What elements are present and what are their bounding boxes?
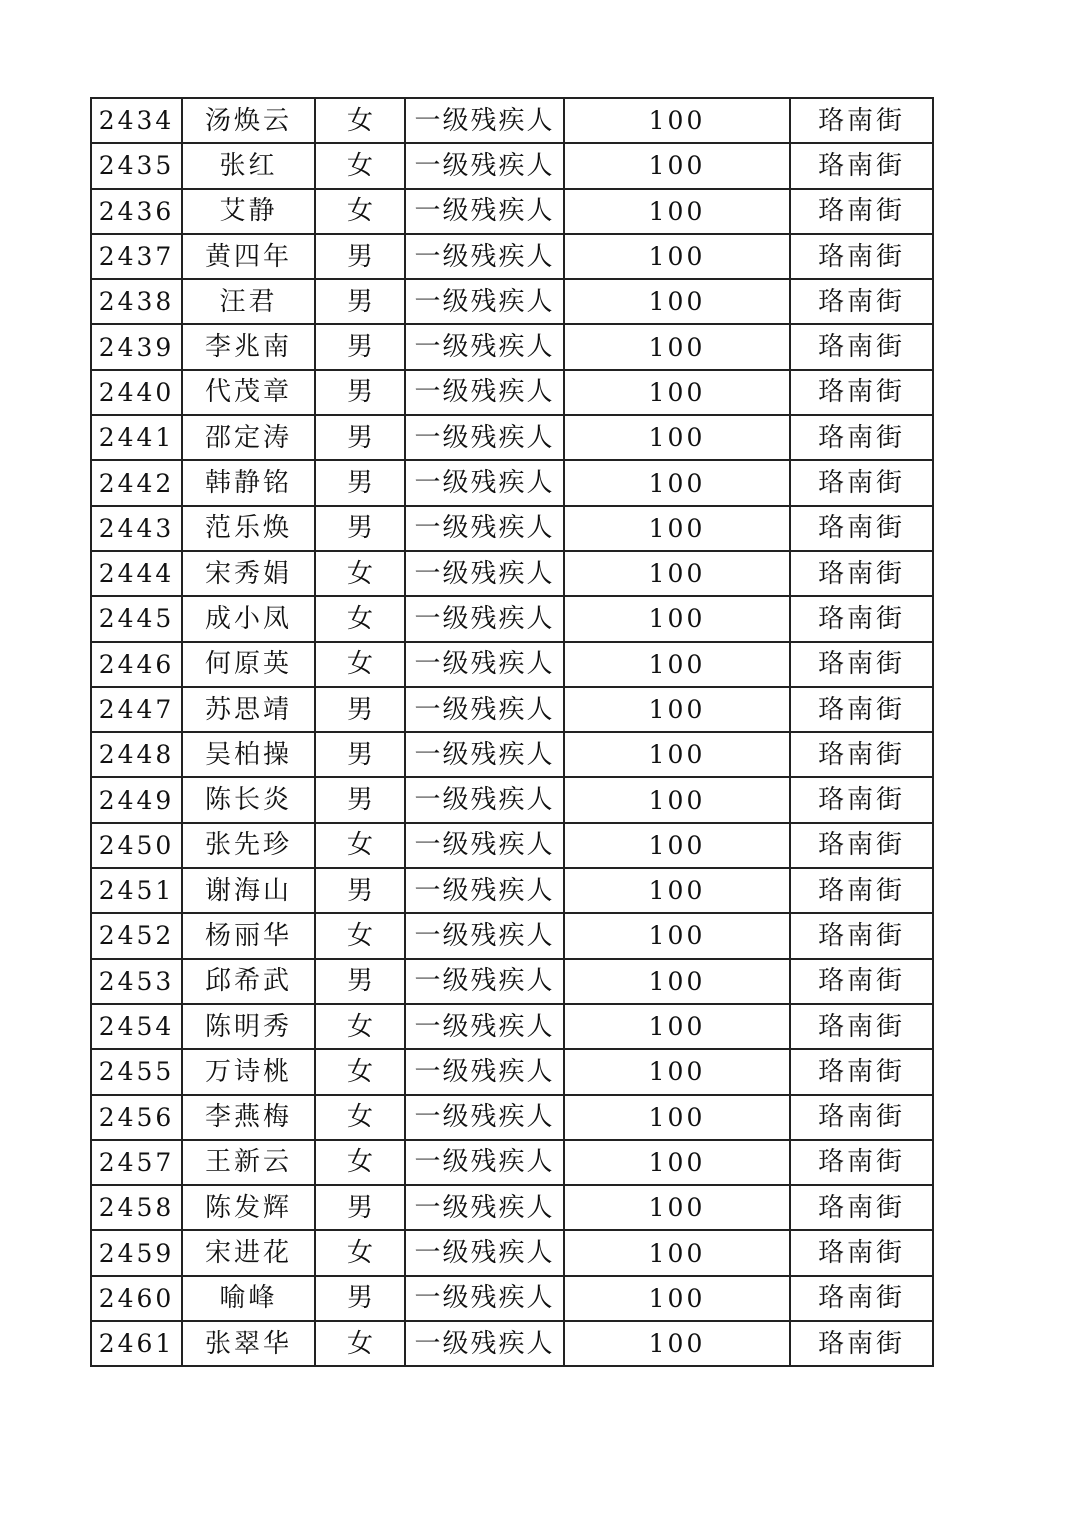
table-row bbox=[91, 506, 933, 551]
disability-level-cell: 一级残疾人 bbox=[405, 415, 564, 460]
street-cell: 珞南街 bbox=[790, 777, 933, 822]
serial-number-cell: 2460 bbox=[91, 1276, 182, 1321]
street-cell: 珞南街 bbox=[790, 1095, 933, 1140]
disability-level-cell: 一级残疾人 bbox=[405, 506, 564, 551]
street-cell: 珞南街 bbox=[790, 143, 933, 188]
serial-number-cell: 2449 bbox=[91, 777, 182, 822]
street-cell: 珞南街 bbox=[790, 1185, 933, 1230]
disability-level-cell: 一级残疾人 bbox=[405, 687, 564, 732]
disability-level-cell: 一级残疾人 bbox=[405, 777, 564, 822]
serial-number-cell: 2447 bbox=[91, 687, 182, 732]
street-cell: 珞南街 bbox=[790, 98, 933, 143]
gender-cell: 男 bbox=[315, 1276, 405, 1321]
gender-cell: 男 bbox=[315, 324, 405, 369]
disability-level-cell: 一级残疾人 bbox=[405, 1140, 564, 1185]
name-cell: 苏思靖 bbox=[182, 687, 315, 732]
amount-cell: 100 bbox=[564, 460, 790, 505]
disability-level-cell: 一级残疾人 bbox=[405, 1321, 564, 1366]
street-cell: 珞南街 bbox=[790, 868, 933, 913]
table-row bbox=[91, 1321, 933, 1366]
amount-cell: 100 bbox=[564, 189, 790, 234]
serial-number-cell: 2451 bbox=[91, 868, 182, 913]
name-cell: 李兆南 bbox=[182, 324, 315, 369]
table-body bbox=[91, 98, 933, 1366]
table-row bbox=[91, 1140, 933, 1185]
disability-level-cell: 一级残疾人 bbox=[405, 551, 564, 596]
serial-number-cell: 2455 bbox=[91, 1049, 182, 1094]
amount-cell: 100 bbox=[564, 370, 790, 415]
street-cell: 珞南街 bbox=[790, 506, 933, 551]
street-cell: 珞南街 bbox=[790, 415, 933, 460]
name-cell: 陈明秀 bbox=[182, 1004, 315, 1049]
name-cell: 宋进花 bbox=[182, 1230, 315, 1275]
table-row bbox=[91, 1230, 933, 1275]
gender-cell: 女 bbox=[315, 1230, 405, 1275]
disability-level-cell: 一级残疾人 bbox=[405, 1185, 564, 1230]
disability-level-cell: 一级残疾人 bbox=[405, 98, 564, 143]
table-row bbox=[91, 959, 933, 1004]
serial-number-cell: 2450 bbox=[91, 823, 182, 868]
gender-cell: 男 bbox=[315, 1185, 405, 1230]
disability-level-cell: 一级残疾人 bbox=[405, 1276, 564, 1321]
amount-cell: 100 bbox=[564, 642, 790, 687]
amount-cell: 100 bbox=[564, 1095, 790, 1140]
table-row bbox=[91, 777, 933, 822]
name-cell: 邵定涛 bbox=[182, 415, 315, 460]
street-cell: 珞南街 bbox=[790, 732, 933, 777]
name-cell: 喻峰 bbox=[182, 1276, 315, 1321]
amount-cell: 100 bbox=[564, 823, 790, 868]
name-cell: 宋秀娟 bbox=[182, 551, 315, 596]
serial-number-cell: 2445 bbox=[91, 596, 182, 641]
table-row bbox=[91, 642, 933, 687]
table-row bbox=[91, 415, 933, 460]
name-cell: 陈长炎 bbox=[182, 777, 315, 822]
amount-cell: 100 bbox=[564, 1321, 790, 1366]
disability-level-cell: 一级残疾人 bbox=[405, 596, 564, 641]
serial-number-cell: 2446 bbox=[91, 642, 182, 687]
disability-level-cell: 一级残疾人 bbox=[405, 324, 564, 369]
table-row bbox=[91, 1276, 933, 1321]
amount-cell: 100 bbox=[564, 1185, 790, 1230]
name-cell: 黄四年 bbox=[182, 234, 315, 279]
name-cell: 李燕梅 bbox=[182, 1095, 315, 1140]
disability-level-cell: 一级残疾人 bbox=[405, 959, 564, 1004]
table-row bbox=[91, 143, 933, 188]
amount-cell: 100 bbox=[564, 913, 790, 958]
table-row bbox=[91, 370, 933, 415]
serial-number-cell: 2440 bbox=[91, 370, 182, 415]
name-cell: 谢海山 bbox=[182, 868, 315, 913]
name-cell: 范乐焕 bbox=[182, 506, 315, 551]
serial-number-cell: 2459 bbox=[91, 1230, 182, 1275]
name-cell: 张红 bbox=[182, 143, 315, 188]
amount-cell: 100 bbox=[564, 279, 790, 324]
gender-cell: 男 bbox=[315, 234, 405, 279]
street-cell: 珞南街 bbox=[790, 1049, 933, 1094]
name-cell: 汪君 bbox=[182, 279, 315, 324]
gender-cell: 男 bbox=[315, 415, 405, 460]
table-row bbox=[91, 1095, 933, 1140]
table-row bbox=[91, 732, 933, 777]
serial-number-cell: 2434 bbox=[91, 98, 182, 143]
disability-level-cell: 一级残疾人 bbox=[405, 642, 564, 687]
table-row bbox=[91, 551, 933, 596]
gender-cell: 女 bbox=[315, 98, 405, 143]
table-row bbox=[91, 460, 933, 505]
name-cell: 何原英 bbox=[182, 642, 315, 687]
amount-cell: 100 bbox=[564, 506, 790, 551]
amount-cell: 100 bbox=[564, 959, 790, 1004]
amount-cell: 100 bbox=[564, 234, 790, 279]
name-cell: 杨丽华 bbox=[182, 913, 315, 958]
serial-number-cell: 2456 bbox=[91, 1095, 182, 1140]
serial-number-cell: 2457 bbox=[91, 1140, 182, 1185]
gender-cell: 女 bbox=[315, 1049, 405, 1094]
disability-level-cell: 一级残疾人 bbox=[405, 1004, 564, 1049]
street-cell: 珞南街 bbox=[790, 642, 933, 687]
serial-number-cell: 2448 bbox=[91, 732, 182, 777]
amount-cell: 100 bbox=[564, 687, 790, 732]
street-cell: 珞南街 bbox=[790, 1140, 933, 1185]
table-row bbox=[91, 324, 933, 369]
gender-cell: 女 bbox=[315, 642, 405, 687]
gender-cell: 女 bbox=[315, 1004, 405, 1049]
street-cell: 珞南街 bbox=[790, 1230, 933, 1275]
table-row bbox=[91, 868, 933, 913]
table-row bbox=[91, 596, 933, 641]
gender-cell: 男 bbox=[315, 460, 405, 505]
street-cell: 珞南街 bbox=[790, 189, 933, 234]
serial-number-cell: 2439 bbox=[91, 324, 182, 369]
disability-level-cell: 一级残疾人 bbox=[405, 1049, 564, 1094]
disability-level-cell: 一级残疾人 bbox=[405, 732, 564, 777]
table-row bbox=[91, 98, 933, 143]
street-cell: 珞南街 bbox=[790, 370, 933, 415]
amount-cell: 100 bbox=[564, 1004, 790, 1049]
gender-cell: 男 bbox=[315, 868, 405, 913]
name-cell: 邱希武 bbox=[182, 959, 315, 1004]
amount-cell: 100 bbox=[564, 143, 790, 188]
disability-level-cell: 一级残疾人 bbox=[405, 279, 564, 324]
name-cell: 汤焕云 bbox=[182, 98, 315, 143]
serial-number-cell: 2443 bbox=[91, 506, 182, 551]
street-cell: 珞南街 bbox=[790, 279, 933, 324]
gender-cell: 男 bbox=[315, 732, 405, 777]
name-cell: 王新云 bbox=[182, 1140, 315, 1185]
street-cell: 珞南街 bbox=[790, 551, 933, 596]
amount-cell: 100 bbox=[564, 551, 790, 596]
name-cell: 张翠华 bbox=[182, 1321, 315, 1366]
amount-cell: 100 bbox=[564, 1140, 790, 1185]
gender-cell: 男 bbox=[315, 370, 405, 415]
gender-cell: 女 bbox=[315, 596, 405, 641]
gender-cell: 女 bbox=[315, 1095, 405, 1140]
amount-cell: 100 bbox=[564, 98, 790, 143]
gender-cell: 女 bbox=[315, 1140, 405, 1185]
serial-number-cell: 2452 bbox=[91, 913, 182, 958]
serial-number-cell: 2435 bbox=[91, 143, 182, 188]
name-cell: 张先珍 bbox=[182, 823, 315, 868]
street-cell: 珞南街 bbox=[790, 324, 933, 369]
name-cell: 代茂章 bbox=[182, 370, 315, 415]
amount-cell: 100 bbox=[564, 868, 790, 913]
disability-level-cell: 一级残疾人 bbox=[405, 913, 564, 958]
name-cell: 吴柏操 bbox=[182, 732, 315, 777]
gender-cell: 女 bbox=[315, 551, 405, 596]
serial-number-cell: 2454 bbox=[91, 1004, 182, 1049]
name-cell: 万诗桃 bbox=[182, 1049, 315, 1094]
name-cell: 韩静铭 bbox=[182, 460, 315, 505]
table-row bbox=[91, 1004, 933, 1049]
table-row bbox=[91, 1185, 933, 1230]
amount-cell: 100 bbox=[564, 777, 790, 822]
street-cell: 珞南街 bbox=[790, 1321, 933, 1366]
street-cell: 珞南街 bbox=[790, 596, 933, 641]
table-row bbox=[91, 823, 933, 868]
gender-cell: 女 bbox=[315, 823, 405, 868]
serial-number-cell: 2458 bbox=[91, 1185, 182, 1230]
amount-cell: 100 bbox=[564, 1049, 790, 1094]
table-row bbox=[91, 279, 933, 324]
serial-number-cell: 2461 bbox=[91, 1321, 182, 1366]
serial-number-cell: 2436 bbox=[91, 189, 182, 234]
gender-cell: 男 bbox=[315, 687, 405, 732]
gender-cell: 女 bbox=[315, 143, 405, 188]
street-cell: 珞南街 bbox=[790, 687, 933, 732]
gender-cell: 女 bbox=[315, 1321, 405, 1366]
street-cell: 珞南街 bbox=[790, 823, 933, 868]
street-cell: 珞南街 bbox=[790, 234, 933, 279]
disability-level-cell: 一级残疾人 bbox=[405, 234, 564, 279]
street-cell: 珞南街 bbox=[790, 959, 933, 1004]
amount-cell: 100 bbox=[564, 1276, 790, 1321]
gender-cell: 男 bbox=[315, 279, 405, 324]
street-cell: 珞南街 bbox=[790, 913, 933, 958]
name-cell: 艾静 bbox=[182, 189, 315, 234]
table-row bbox=[91, 687, 933, 732]
disability-level-cell: 一级残疾人 bbox=[405, 143, 564, 188]
name-cell: 陈发辉 bbox=[182, 1185, 315, 1230]
serial-number-cell: 2444 bbox=[91, 551, 182, 596]
serial-number-cell: 2438 bbox=[91, 279, 182, 324]
street-cell: 珞南街 bbox=[790, 1004, 933, 1049]
serial-number-cell: 2441 bbox=[91, 415, 182, 460]
amount-cell: 100 bbox=[564, 732, 790, 777]
table-row bbox=[91, 234, 933, 279]
serial-number-cell: 2437 bbox=[91, 234, 182, 279]
amount-cell: 100 bbox=[564, 596, 790, 641]
disability-level-cell: 一级残疾人 bbox=[405, 189, 564, 234]
table-row bbox=[91, 913, 933, 958]
table-row bbox=[91, 1049, 933, 1094]
disability-level-cell: 一级残疾人 bbox=[405, 823, 564, 868]
street-cell: 珞南街 bbox=[790, 460, 933, 505]
amount-cell: 100 bbox=[564, 1230, 790, 1275]
disability-level-cell: 一级残疾人 bbox=[405, 460, 564, 505]
amount-cell: 100 bbox=[564, 324, 790, 369]
serial-number-cell: 2453 bbox=[91, 959, 182, 1004]
serial-number-cell: 2442 bbox=[91, 460, 182, 505]
gender-cell: 女 bbox=[315, 913, 405, 958]
disability-level-cell: 一级残疾人 bbox=[405, 868, 564, 913]
disability-level-cell: 一级残疾人 bbox=[405, 1230, 564, 1275]
disability-level-cell: 一级残疾人 bbox=[405, 370, 564, 415]
gender-cell: 女 bbox=[315, 189, 405, 234]
street-cell: 珞南街 bbox=[790, 1276, 933, 1321]
disability-subsidy-table bbox=[90, 97, 934, 1367]
gender-cell: 男 bbox=[315, 959, 405, 1004]
table-row bbox=[91, 189, 933, 234]
disability-level-cell: 一级残疾人 bbox=[405, 1095, 564, 1140]
name-cell: 成小凤 bbox=[182, 596, 315, 641]
gender-cell: 男 bbox=[315, 777, 405, 822]
amount-cell: 100 bbox=[564, 415, 790, 460]
gender-cell: 男 bbox=[315, 506, 405, 551]
